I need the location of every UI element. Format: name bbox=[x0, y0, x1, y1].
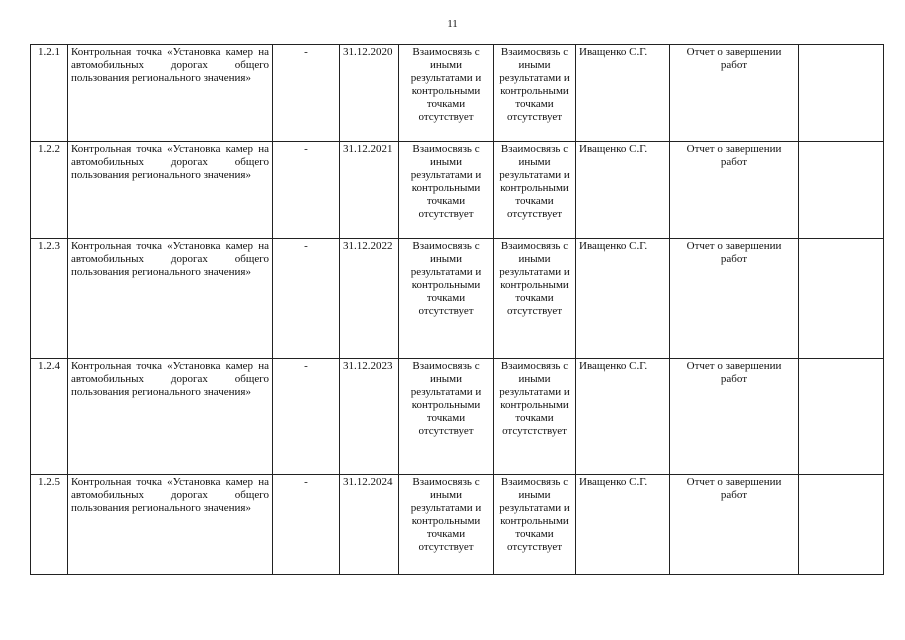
cell-date: 31.12.2024 bbox=[340, 475, 399, 575]
cell-document: Отчет о завершении работ bbox=[670, 239, 799, 359]
cell-relation-2: Взаимосвязь с иными результатами и контрольными точками отсутствует bbox=[494, 475, 576, 575]
control-points-table bbox=[30, 44, 884, 575]
cell-relation-2: Взаимосвязь с иными результатами и контрольными точками отсутстствует bbox=[494, 359, 576, 475]
table-row bbox=[31, 45, 884, 142]
cell-document: Отчет о завершении работ bbox=[670, 359, 799, 475]
cell-dash: - bbox=[273, 359, 340, 475]
cell-date: 31.12.2023 bbox=[340, 359, 399, 475]
cell-name: Контрольная точка «Установка камер на автомобильных дорогах общего пользования регионального значения» bbox=[68, 359, 273, 475]
cell-document: Отчет о завершении работ bbox=[670, 475, 799, 575]
cell-empty-1 bbox=[799, 475, 884, 575]
cell-dash: - bbox=[273, 475, 340, 575]
cell-dash: - bbox=[273, 142, 340, 239]
cell-date: 31.12.2021 bbox=[340, 142, 399, 239]
cell-document: Отчет о завершении работ bbox=[670, 142, 799, 239]
cell-empty-1 bbox=[799, 359, 884, 475]
page-number: 11 bbox=[447, 18, 458, 30]
cell-relation-1: Взаимосвязь с иными результатами и контрольными точками отсутствует bbox=[399, 45, 494, 142]
cell-responsible: Иващенко С.Г. bbox=[576, 239, 670, 359]
cell-date: 31.12.2020 bbox=[340, 45, 399, 142]
cell-date: 31.12.2022 bbox=[340, 239, 399, 359]
cell-responsible: Иващенко С.Г. bbox=[576, 142, 670, 239]
cell-empty-1 bbox=[799, 239, 884, 359]
table-row bbox=[31, 359, 884, 475]
cell-relation-2: Взаимосвязь с иными результатами и контрольными точками отсутствует bbox=[494, 239, 576, 359]
cell-relation-1: Взаимосвязь с иными результатами и контрольными точками отсутствует bbox=[399, 142, 494, 239]
cell-number: 1.2.4 bbox=[31, 359, 68, 475]
cell-relation-1: Взаимосвязь с иными результатами и контрольными точками отсутствует bbox=[399, 359, 494, 475]
table-row bbox=[31, 239, 884, 359]
cell-name: Контрольная точка «Установка камер на автомобильных дорогах общего пользования регионального значения» bbox=[68, 239, 273, 359]
cell-responsible: Иващенко С.Г. bbox=[576, 475, 670, 575]
cell-dash: - bbox=[273, 239, 340, 359]
cell-empty-1 bbox=[799, 142, 884, 239]
cell-dash: - bbox=[273, 45, 340, 142]
cell-relation-2: Взаимосвязь с иными результатами и контрольными точками отсутствует bbox=[494, 142, 576, 239]
table-row bbox=[31, 142, 884, 239]
cell-responsible: Иващенко С.Г. bbox=[576, 359, 670, 475]
cell-name: Контрольная точка «Установка камер на автомобильных дорогах общего пользования регионального значения» bbox=[68, 475, 273, 575]
cell-number: 1.2.2 bbox=[31, 142, 68, 239]
cell-number: 1.2.1 bbox=[31, 45, 68, 142]
cell-relation-1: Взаимосвязь с иными результатами и контрольными точками отсутствует bbox=[399, 475, 494, 575]
cell-number: 1.2.3 bbox=[31, 239, 68, 359]
cell-number: 1.2.5 bbox=[31, 475, 68, 575]
cell-empty-1 bbox=[799, 45, 884, 142]
cell-name: Контрольная точка «Установка камер на автомобильных дорогах общего пользования регионального значения» bbox=[68, 45, 273, 142]
cell-document: Отчет о завершении работ bbox=[670, 45, 799, 142]
table-row bbox=[31, 475, 884, 575]
cell-relation-2: Взаимосвязь с иными результатами и контрольными точками отсутствует bbox=[494, 45, 576, 142]
cell-name: Контрольная точка «Установка камер на автомобильных дорогах общего пользования регионального значения» bbox=[68, 142, 273, 239]
cell-relation-1: Взаимосвязь с иными результатами и контрольными точками отсутствует bbox=[399, 239, 494, 359]
cell-responsible: Иващенко С.Г. bbox=[576, 45, 670, 142]
